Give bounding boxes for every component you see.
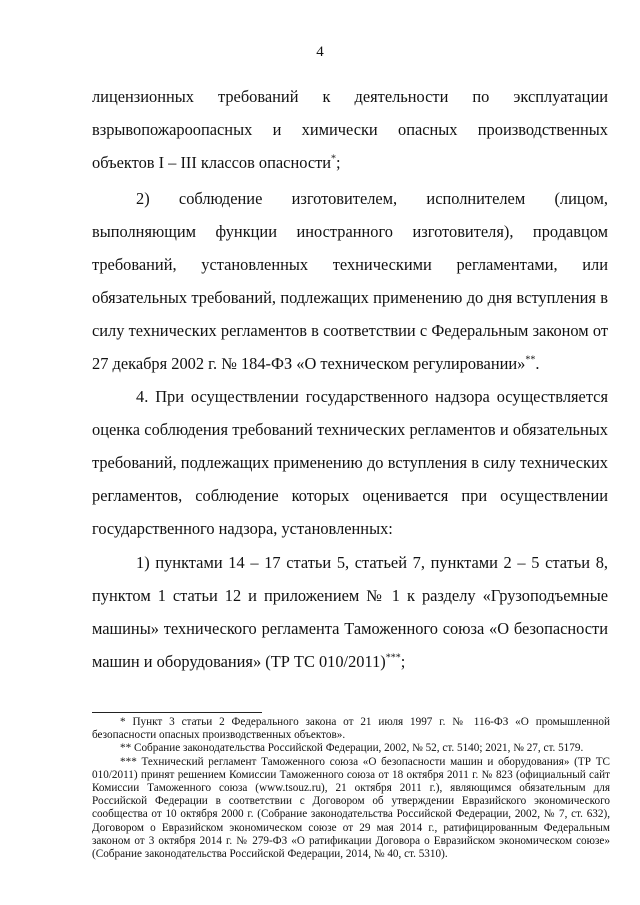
paragraph-item-2 <box>92 182 608 380</box>
paragraph-item-1-end: ; <box>400 652 406 671</box>
footnote-3: *** Технический регламент Таможенного союза «О безопасности машин и оборудования» (ТР ТС 010/2011) принят решением Комиссии Таможенного союза от 18 октября 2011 г. № 823 (официальный сайт Комиссии Таможенного союза (www.tsouz.ru), 21 октября 2011 г.), являющимся обязательным для Российской Федерации в соответствии с Договором об утверждении Евразийского экономического сообщества от 10 октября 2000 г. (Собрание законодательства Российской Федерации, 2002, № 7, ст. 632), Договором о Евразийском экономическом союзе от 29 мая 2014 г., ратифицированным Федеральным законом от 3 октября 2014 г. № 279-ФЗ «О ратификации Договора о Евразийском экономическом союзе» (Собрание законодательства Российской Федерации, 2014, № 40, ст. 5310). <box>92 755 610 861</box>
paragraph-section-4: 4. При осуществлении государственного надзора осуществляется оценка соблюдения требований технических регламентов и обязательных требований, подлежащих применению до вступления в силу технических регламентов, соблюдение которых оценивается при осуществлении государственного надзора, установленных: <box>92 387 608 538</box>
paragraph-item-1 <box>92 546 608 678</box>
paragraph-licensing-text: лицензионных требований к деятельности по эксплуатации взрывопожароопасных и химически опасных производственных объектов I – III классов опасности <box>92 87 608 172</box>
paragraph-licensing <box>92 80 608 179</box>
footnote-ref-1: * <box>331 153 337 165</box>
paragraph-item-2-end: . <box>535 354 540 373</box>
footnote-ref-3: *** <box>385 652 401 664</box>
paragraph-item-1-text: 1) пунктами 14 – 17 статьи 5, статьей 7, пунктами 2 – 5 статьи 8, пунктом 1 статьи 12 и приложением № 1 к разделу «Грузоподъемные машины» технического регламента Таможенного союза «О безопасности машин и оборудования» (ТР ТС 010/2011) <box>92 553 608 671</box>
footnote-1: * Пункт 3 статьи 2 Федерального закона от 21 июля 1997 г. № 116-ФЗ «О промышленной безопасности опасных производственных объектов». <box>92 716 610 742</box>
paragraph-licensing-end: ; <box>336 153 341 172</box>
paragraph-item-2-text: 2) соблюдение изготовителем, исполнителем (лицом, выполняющим функции иностранного изготовителя), продавцом требований, установленных техническими регламентами, или обязательных требований, подлежащих применению до дня вступления в силу технических регламентов в соответствии с Федеральным законом от 27 декабря 2002 г. № 184-ФЗ «О техническом регулировании» <box>92 189 608 373</box>
footnote-divider <box>92 712 262 713</box>
footnote-2: ** Собрание законодательства Российской Федерации, 2002, № 52, ст. 5140; 2021, № 27, ст. 5179. <box>120 742 584 755</box>
page-number: 4 <box>316 44 324 60</box>
footnotes <box>92 716 610 861</box>
footnote-ref-2: ** <box>525 354 536 366</box>
